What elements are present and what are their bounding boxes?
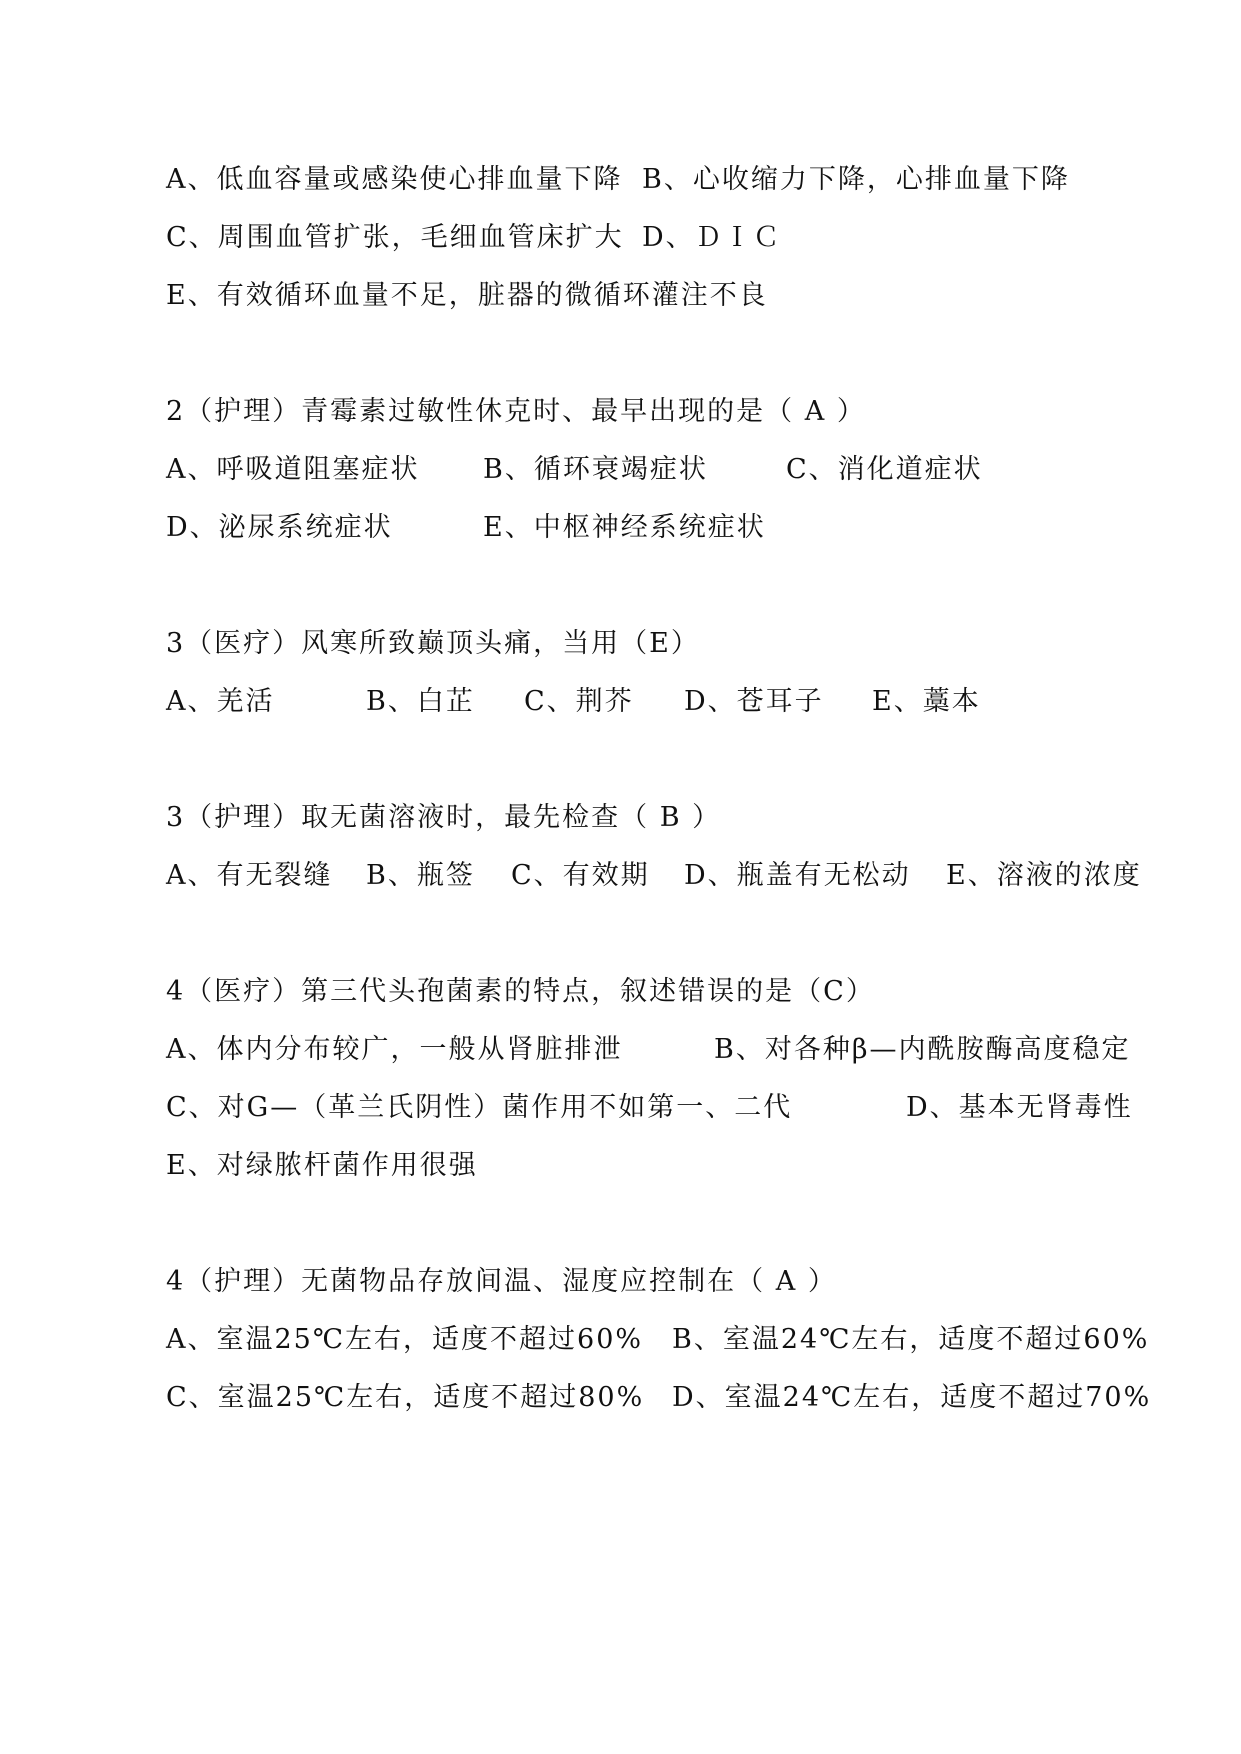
option-a: A、室温25℃左右，适度不超过60% xyxy=(166,1324,644,1355)
question-text: 3（护理）取无菌溶液时，最先检查（ B ） xyxy=(166,802,722,833)
option-d: D、基本无肾毒性 xyxy=(906,1092,1133,1123)
question-text: 3（医疗）风寒所致巅顶头痛，当用（E） xyxy=(166,628,700,659)
option-e: E、中枢神经系统症状 xyxy=(483,512,766,543)
question-text: 4（护理）无菌物品存放间温、湿度应控制在（ A ） xyxy=(166,1266,837,1297)
option-c: C、消化道症状 xyxy=(786,454,983,485)
option-e: E、溶液的浓度 xyxy=(946,860,1142,891)
option-a: A、羌活 xyxy=(166,686,275,717)
option-a: A、有无裂缝 xyxy=(166,860,333,891)
option-c: C、有效期 xyxy=(511,860,650,891)
option-c: C、周围血管扩张，毛细血管床扩大 xyxy=(166,222,624,253)
option-e: E、藁本 xyxy=(872,686,981,717)
question-text: 2（护理）青霉素过敏性休克时、最早出现的是（ A ） xyxy=(166,396,866,427)
option-a: A、低血容量或感染使心排血量下降 xyxy=(166,164,623,195)
option-c: C、室温25℃左右，适度不超过80% xyxy=(166,1382,645,1413)
option-b: B、室温24℃左右，适度不超过60% xyxy=(672,1324,1150,1355)
option-b: B、对各种β—内酰胺酶高度稳定 xyxy=(714,1034,1131,1065)
option-a: A、呼吸道阻塞症状 xyxy=(166,454,420,485)
option-c: C、荆芥 xyxy=(524,686,634,717)
option-d: D、苍耳子 xyxy=(684,686,824,717)
option-b: B、瓶签 xyxy=(366,860,475,891)
option-d: D、ＤＩＣ xyxy=(642,222,782,253)
option-e: E、对绿脓杆菌作用很强 xyxy=(166,1150,478,1181)
option-b: B、循环衰竭症状 xyxy=(483,454,708,485)
option-e: E、有效循环血量不足，脏器的微循环灌注不良 xyxy=(166,280,768,311)
option-c: C、对G—（革兰氏阴性）菌作用不如第一、二代 xyxy=(166,1092,793,1123)
option-d: D、室温24℃左右，适度不超过70% xyxy=(672,1382,1152,1413)
option-b: B、白芷 xyxy=(366,686,475,717)
question-text: 4（医疗）第三代头孢菌素的特点，叙述错误的是（C） xyxy=(166,976,875,1007)
option-b: B、心收缩力下降，心排血量下降 xyxy=(642,164,1070,195)
option-a: A、体内分布较广，一般从肾脏排泄 xyxy=(166,1034,623,1065)
option-d: D、瓶盖有无松动 xyxy=(684,860,911,891)
option-d: D、泌尿系统症状 xyxy=(166,512,393,543)
